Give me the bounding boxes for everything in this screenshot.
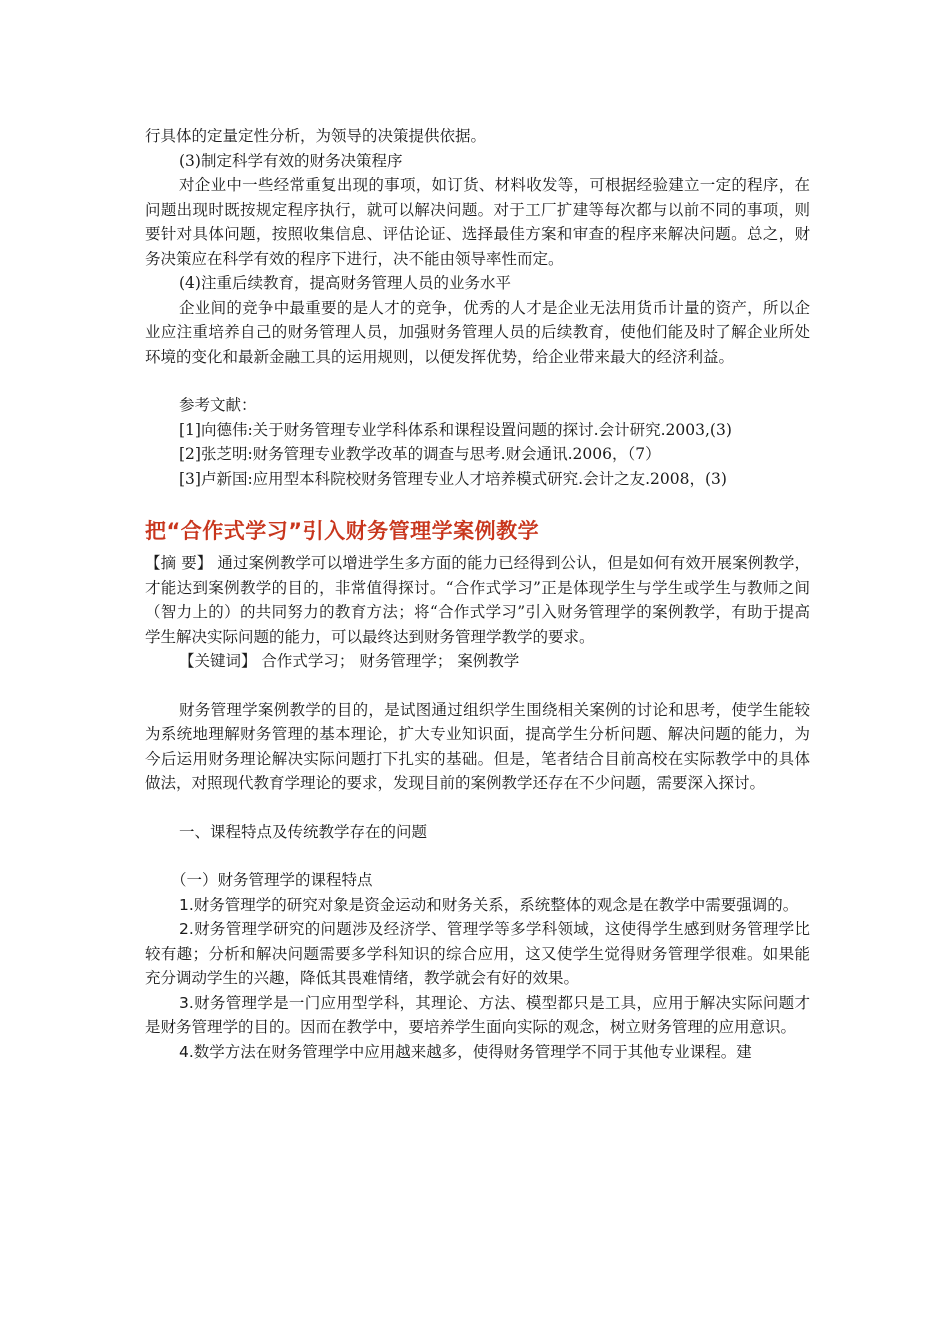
point-number: 2. <box>179 920 194 938</box>
reference-item-1: [1]向德伟:关于财务管理专业学科体系和课程设置问题的探讨.会计研究.2003,(3) <box>179 420 732 439</box>
spacer <box>145 491 810 517</box>
paragraph-procedure: 对企业中一些经常重复出现的事项，如订货、材料收发等，可根据经验建立一定的程序，在问题出现时既按规定程序执行，就可以解决问题。对于工厂扩建等每次都与以前不同的事项，则要针对具体问题，按照收集信息、评估论证、选择最佳方案和审查的程序来解决问题。总之，财务决策应在科学有效的程序下进行，决不能由领导率性而定。 <box>145 176 810 268</box>
paragraph-education: 企业间的竞争中最重要的是人才的竞争，优秀的人才是企业无法用货币计量的资产，所以企业应注重培养自己的财务管理人员，加强财务管理人员的后续教育，使他们能及时了解企业所处环境的变化和最新金融工具的运用规则，以便发挥优势，给企业带来最大的经济利益。 <box>145 298 810 366</box>
keywords: 【关键词】 合作式学习； 财务管理学； 案例教学 <box>179 652 520 670</box>
spacer <box>145 844 810 868</box>
section-heading-1: 一、课程特点及传统教学存在的问题 <box>179 822 428 841</box>
point-text: 财务管理学是一门应用型学科，其理论、方法、模型都只是工具，应用于解决实际问题才是财务管理学的目的。因而在教学中，要培养学生面向实际的观念，树立财务管理的应用意识。 <box>145 993 810 1036</box>
abstract: 【摘 要】 通过案例教学可以增进学生多方面的能力已经得到公认，但是如何有效开展案例教学，才能达到案例教学的目的，非常值得探讨。“合作式学习”正是体现学生与学生或学生与教师之间（智力上的）的共同努力的教育方法；将“合作式学习”引入财务管理学的案例教学，有助于提高学生解决实际问题的能力，可以最终达到财务管理学教学的要求。 <box>145 554 810 646</box>
point-1 <box>145 893 810 918</box>
subheading-3: (3)制定科学有效的财务决策程序 <box>179 151 403 170</box>
point-3 <box>145 991 810 1040</box>
point-number: 3. <box>179 993 194 1012</box>
document-page <box>145 124 810 1064</box>
references-heading: 参考文献： <box>179 396 257 414</box>
point-text: 财务管理学研究的问题涉及经济学、管理学等多学科领域，这使得学生感到财务管理学比较有趣；分析和解决问题需要多学科知识的综合应用，这又使学生觉得财务管理学很难。如果能充分调动学生的兴趣，降低其畏难情绪，教学就会有好的效果。 <box>145 920 810 987</box>
point-2 <box>145 917 810 991</box>
point-text: 数学方法在财务管理学中应用越来越多，使得财务管理学不同于其他专业课程。建 <box>193 1042 752 1061</box>
paragraph-continued: 行具体的定量定性分析，为领导的决策提供依据。 <box>145 127 487 145</box>
subheading-4: (4)注重后续教育，提高财务管理人员的业务水平 <box>179 274 511 292</box>
article-title: 把“合作式学习”引入财务管理学案例教学 <box>145 519 540 543</box>
point-number: 1. <box>179 895 194 914</box>
reference-item-3: [3]卢新国:应用型本科院校财务管理专业人才培养模式研究.会计之友.2008，(3) <box>179 469 727 488</box>
intro-paragraph: 财务管理学案例教学的目的，是试图通过组织学生围绕相关案例的讨论和思考，使学生能较为系统地理解财务管理的基本理论，扩大专业知识面，提高学生分析问题、解决问题的能力，为今后运用财务理论解决实际问题打下扎实的基础。但是，笔者结合目前高校在实际教学中的具体做法，对照现代教育学理论的要求，发现目前的案例教学还存在不少问题，需要深入探讨。 <box>145 700 810 792</box>
point-number: 4. <box>179 1042 194 1061</box>
point-4 <box>145 1040 810 1065</box>
spacer <box>145 674 810 698</box>
spacer <box>145 796 810 820</box>
subsection-heading-1: （一）财务管理学的课程特点 <box>171 871 373 889</box>
spacer <box>145 369 810 393</box>
reference-item-2: [2]张芝明:财务管理专业教学改革的调查与思考.财会通讯.2006，（7） <box>179 445 661 463</box>
point-text: 财务管理学的研究对象是资金运动和财务关系，系统整体的观念是在教学中需要强调的。 <box>193 895 799 914</box>
